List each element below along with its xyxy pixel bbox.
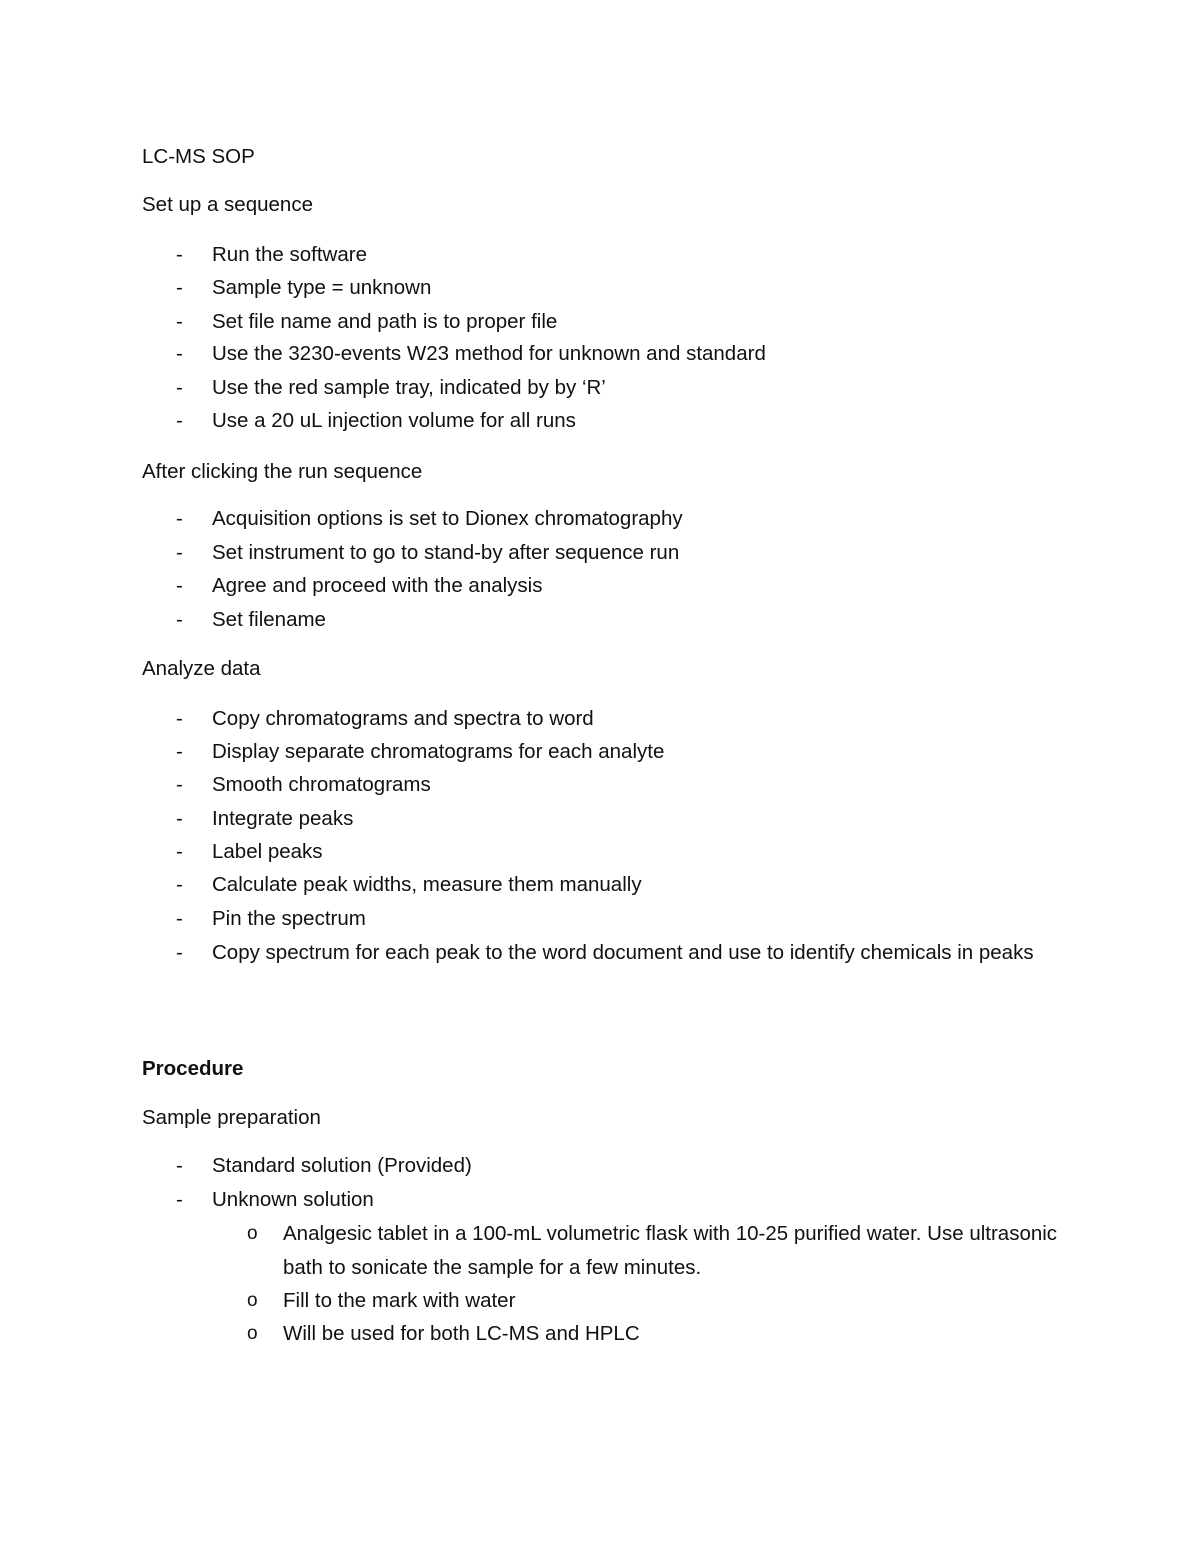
list-item-text: Standard solution (Provided): [212, 1154, 472, 1177]
list-item-text: Calculate peak widths, measure them manually: [212, 873, 642, 896]
dash-bullet: -: [176, 740, 183, 763]
list-item-text: Copy spectrum for each peak to the word document and use to identify chemicals in peaks: [212, 941, 1034, 964]
sub-list-item-text: Fill to the mark with water: [283, 1289, 516, 1312]
dash-bullet: -: [176, 773, 183, 796]
dash-bullet: -: [176, 907, 183, 930]
circle-bullet: o: [247, 1223, 258, 1244]
dash-bullet: -: [176, 276, 183, 299]
sub-list-item-text: Will be used for both LC-MS and HPLC: [283, 1322, 640, 1345]
list-item-text: Agree and proceed with the analysis: [212, 574, 543, 597]
list-item-text: Display separate chromatograms for each analyte: [212, 740, 665, 763]
list-item-text: Integrate peaks: [212, 807, 354, 830]
circle-bullet: o: [247, 1323, 258, 1344]
dash-bullet: -: [176, 342, 183, 365]
list-item-text: Use the red sample tray, indicated by by ‘R’: [212, 376, 606, 399]
list-item-text: Sample type = unknown: [212, 276, 432, 299]
sample-prep-heading: Sample preparation: [142, 1106, 321, 1129]
dash-bullet: -: [176, 243, 183, 266]
list-item-text: Set file name and path is to proper file: [212, 310, 558, 333]
dash-bullet: -: [176, 310, 183, 333]
setup-heading: Set up a sequence: [142, 193, 313, 216]
list-item-text: Smooth chromatograms: [212, 773, 431, 796]
list-item-text: Acquisition options is set to Dionex chromatography: [212, 507, 683, 530]
list-item-text: Unknown solution: [212, 1188, 374, 1211]
dash-bullet: -: [176, 941, 183, 964]
after-run-heading: After clicking the run sequence: [142, 460, 423, 483]
dash-bullet: -: [176, 807, 183, 830]
dash-bullet: -: [176, 608, 183, 631]
dash-bullet: -: [176, 707, 183, 730]
analyze-heading: Analyze data: [142, 657, 261, 680]
dash-bullet: -: [176, 376, 183, 399]
dash-bullet: -: [176, 1188, 183, 1211]
list-item-text: Set instrument to go to stand-by after sequence run: [212, 541, 680, 564]
list-item-text: Copy chromatograms and spectra to word: [212, 707, 594, 730]
dash-bullet: -: [176, 541, 183, 564]
list-item-text: Use the 3230-events W23 method for unknown and standard: [212, 342, 766, 365]
dash-bullet: -: [176, 574, 183, 597]
dash-bullet: -: [176, 840, 183, 863]
circle-bullet: o: [247, 1290, 258, 1311]
list-item-text: Label peaks: [212, 840, 323, 863]
sub-list-item-text: Analgesic tablet in a 100-mL volumetric flask with 10-25 purified water. Use ultrasonic bath to sonicate the sample for a few minutes.: [283, 1222, 1058, 1279]
document-title: LC-MS SOP: [142, 145, 255, 168]
dash-bullet: -: [176, 873, 183, 896]
dash-bullet: -: [176, 507, 183, 530]
list-item-text: Use a 20 uL injection volume for all runs: [212, 409, 576, 432]
dash-bullet: -: [176, 409, 183, 432]
list-item-text: Pin the spectrum: [212, 907, 366, 930]
list-item-text: Run the software: [212, 243, 367, 266]
dash-bullet: -: [176, 1154, 183, 1177]
list-item-text: Set filename: [212, 608, 326, 631]
procedure-heading: Procedure: [142, 1057, 244, 1080]
